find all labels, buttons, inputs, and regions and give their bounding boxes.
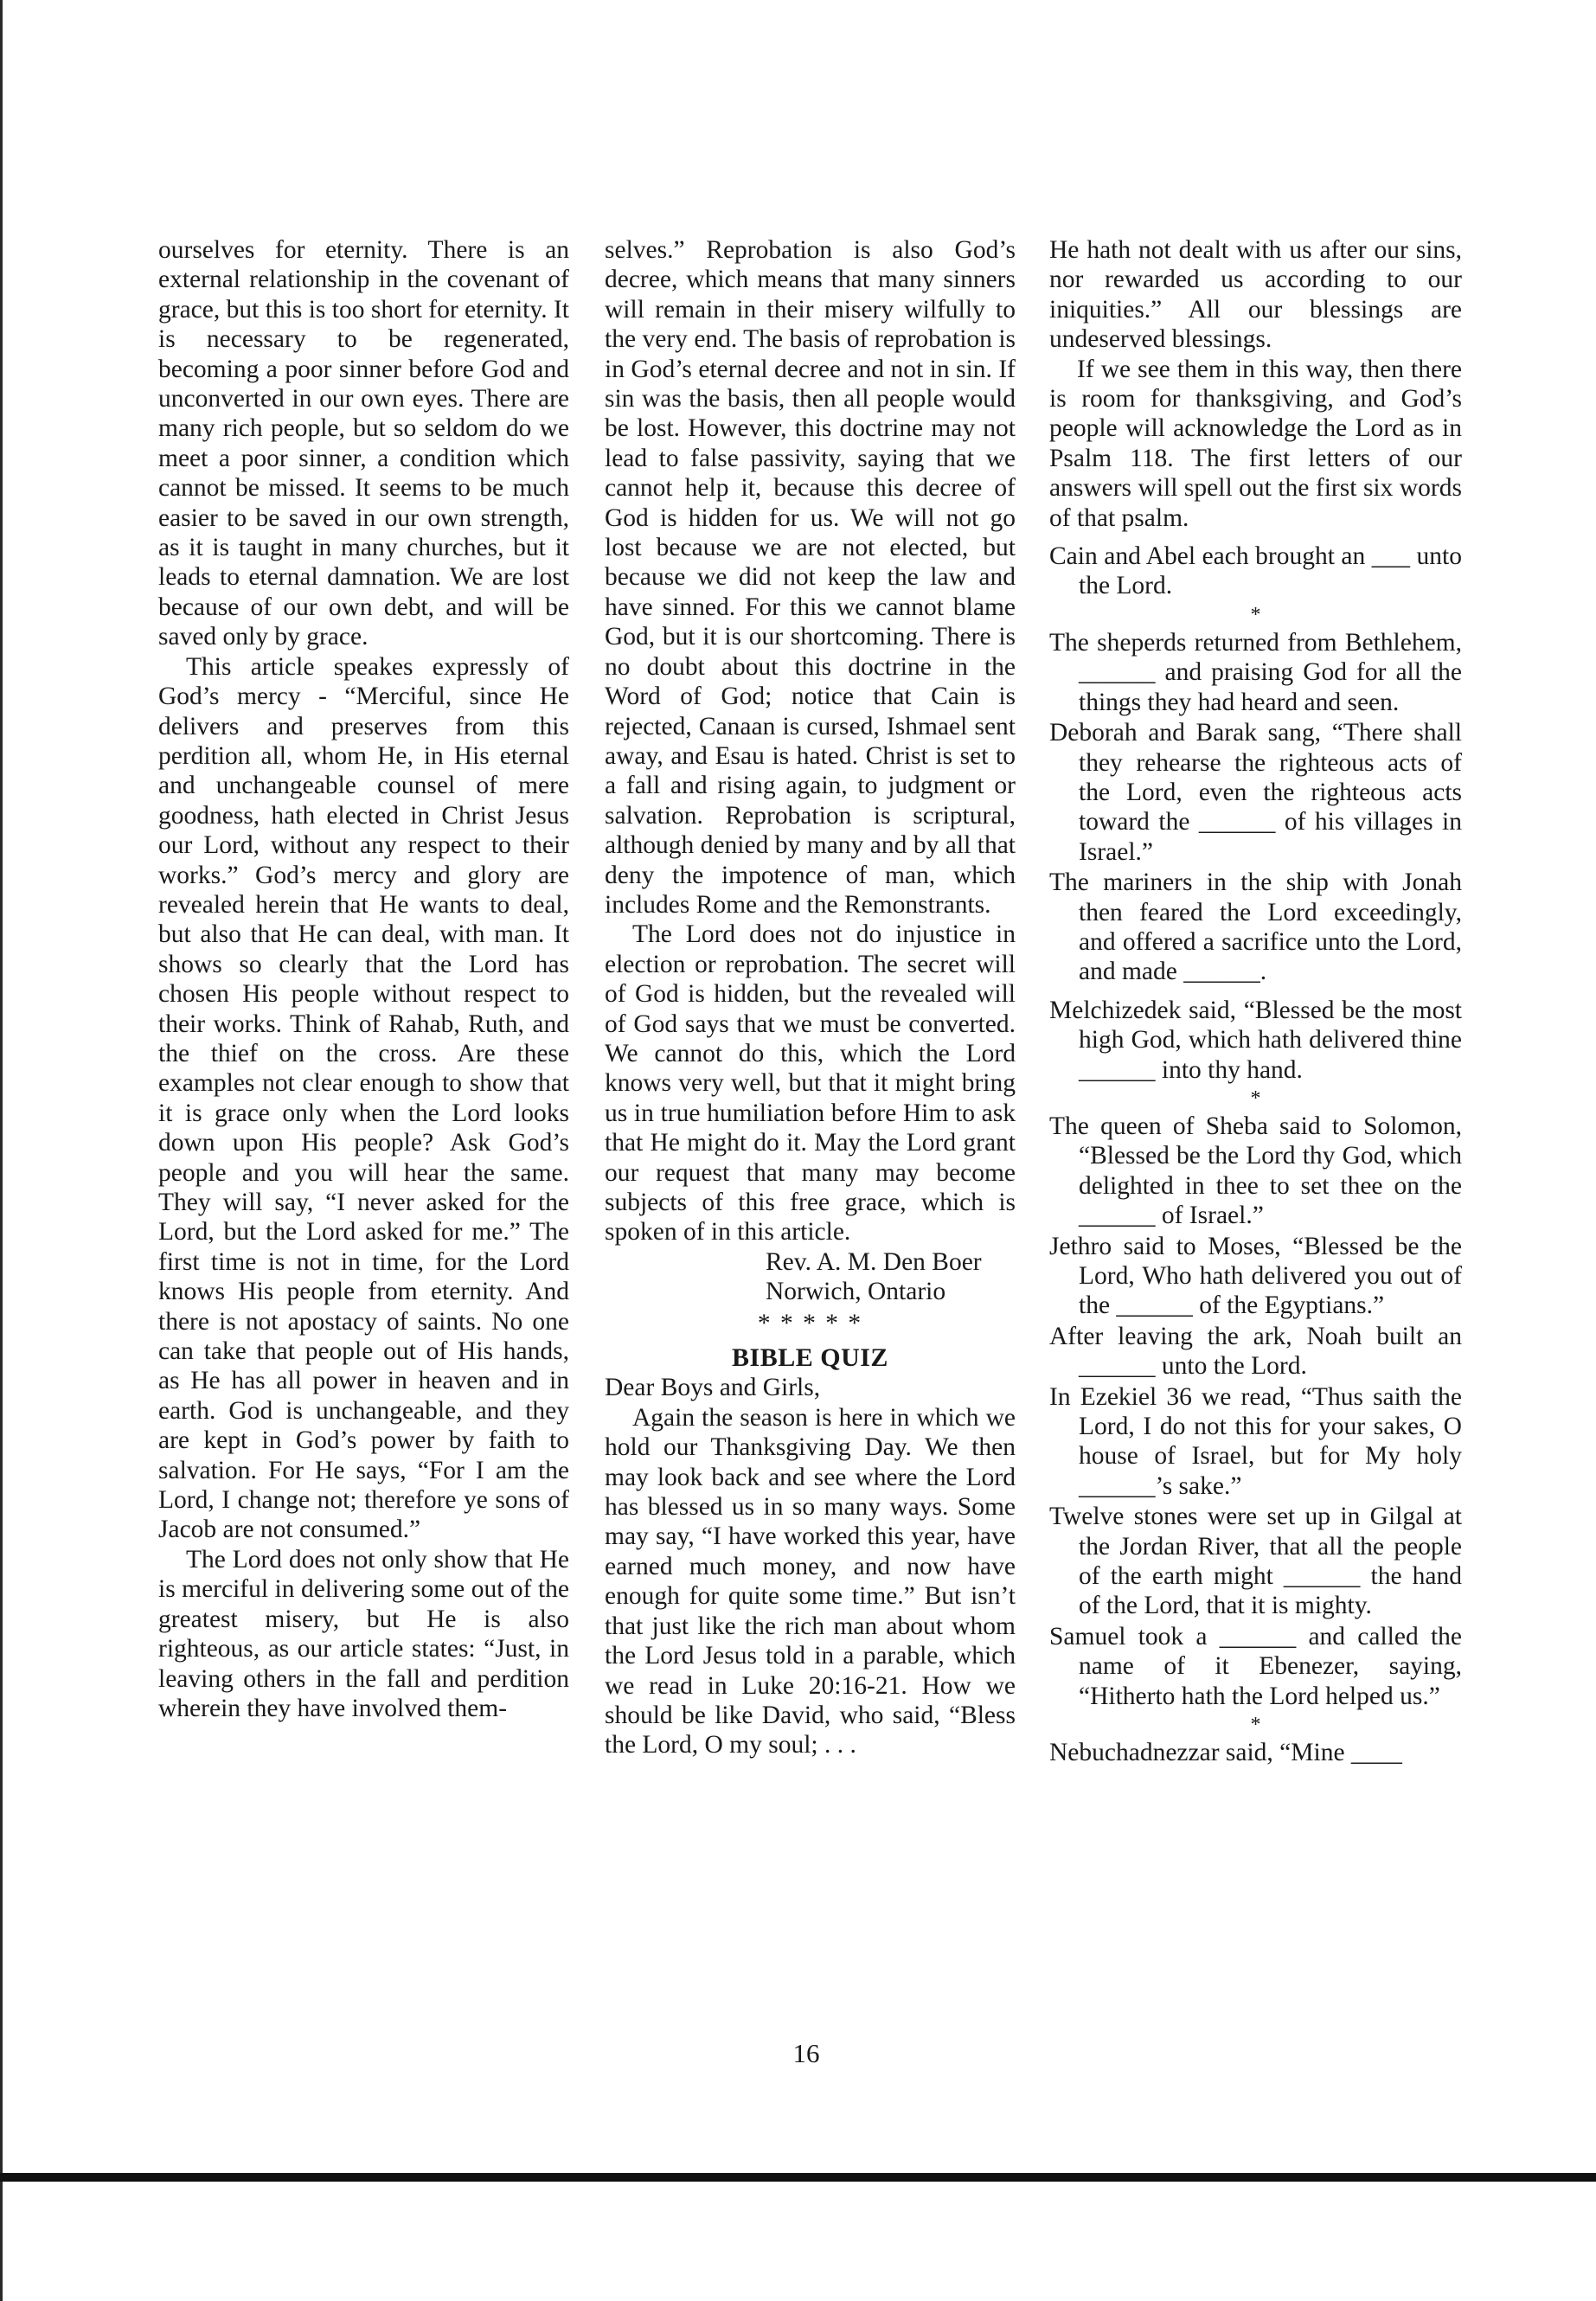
- quiz-heading: BIBLE QUIZ: [732, 1343, 888, 1373]
- asterisk-divider: *: [1250, 1086, 1261, 1110]
- quiz-question: In Ezekiel 36 we read, “Thus saith the Lord, I do not this for your sakes, O house of Israel, but for My holy ______’s sake.”: [1049, 1382, 1462, 1500]
- paragraph: Again the season is here in which we hold our Thanksgiving Day. We then may look back and see where the Lord has blessed us in so many ways. Some may say, “I have worked this year, have earned much money, and now have enough for quite some time.” But isn’t that just like the rich man about whom the Lord Jesus told in a parable, which we read in Luke 20:16-21. How we should be like David, who said, “Bless the Lord, O my soul; . . .: [605, 1403, 1016, 1759]
- quiz-question: Melchizedek said, “Blessed be the most high God, which hath delivered thine ______ into thy hand.: [1049, 996, 1462, 1084]
- text-column-1: [158, 235, 569, 1723]
- scan-bottom-edge: [0, 2173, 1596, 2182]
- paragraph: He hath not dealt with us after our sins, nor rewarded us according to our iniquities.” All our blessings are undeserved blessings.: [1049, 236, 1462, 354]
- section-divider: * * * * *: [757, 1309, 863, 1337]
- quiz-question: The sheperds returned from Bethlehem, ______ and praising God for all the things they had heard and seen.: [1049, 628, 1462, 716]
- text-column-2: [605, 235, 1016, 1760]
- quiz-question: Twelve stones were set up in Gilgal at the Jordan River, that all the people of the earth might ______ the hand of the Lord, that it is mighty.: [1049, 1503, 1462, 1620]
- paragraph: The Lord does not only show that He is merciful in delivering some out of the greatest misery, but He is also righteous, as our article states: “Just, in leaving others in the fall and perdition wherein they have involved them-: [158, 1545, 569, 1722]
- author-name: Rev. A. M. Den Boer: [766, 1247, 982, 1276]
- paragraph: This article speakes expressly of God’s mercy - “Merciful, since He delivers and preserves from this perdition all, whom He, in His eternal and unchangeable counsel of mere goodness, hath elected in Christ Jesus our Lord, without any respect to their works.” God’s mercy and glory are revealed herein that He wants to deal, but also that He can deal, with man. It shows so clearly that the Lord has chosen His people without respect to their works. Think of Rahab, Ruth, and the thief on the cross. Are these examples not clear enough to show that it is grace only when the Lord looks down upon His people? Ask God’s people and you will hear the same. They will say, “I never asked for the Lord, but the Lord asked for me.” The first time is not in time, for the Lord knows His people from eternity. And there is not apostacy of saints. No one can take that people out of His hands, as He has all power in heaven and in earth. God is unchangeable, and they are kept in God’s power by faith to salvation. For He says, “For I am the Lord, I change not; therefore ye sons of Jacob are not consumed.”: [158, 652, 569, 1544]
- text-column-3: [1049, 235, 1462, 1769]
- page-number: 16: [792, 2038, 820, 2068]
- quiz-question: Cain and Abel each brought an ___ unto the Lord.: [1049, 542, 1462, 600]
- paragraph: The Lord does not do injustice in election or reprobation. The secret will of God is hidden, but the revealed will of God says that we must be converted. We cannot do this, which the Lord knows very well, but that it might bring us in true humiliation before Him to ask that He might do it. May the Lord grant our request that many may become subjects of this free grace, which is spoken of in this article.: [605, 920, 1016, 1247]
- quiz-question: The queen of Sheba said to Solomon, “Blessed be the Lord thy God, which delighted in thee to set thee on the ______ of Israel.”: [1049, 1112, 1462, 1230]
- asterisk-divider: *: [1250, 603, 1261, 626]
- paragraph: If we see them in this way, then there is room for thanksgiving, and God’s people will acknowledge the Lord as in Psalm 118. The first letters of our answers will spell out the first six words of that psalm.: [1049, 355, 1462, 532]
- paragraph: selves.” Reprobation is also God’s decree, which means that many sinners will remain in their misery wilfully to the very end. The basis of reprobation is in God’s eternal decree and not in sin. If sin was the basis, then all people would be lost. However, this doctrine may not lead to false passivity, saying that we cannot help it, because this decree of God is hidden for us. We will not go lost because we are not elected, but because we did not keep the law and have sinned. For this we cannot blame God, but it is our shortcoming. There is no doubt about this doctrine in the Word of God; notice that Cain is rejected, Canaan is cursed, Ishmael sent away, and Esau is hated. Christ is set to a fall and rising again, to judgment or salvation. Reprobation is scriptural, although denied by many and by all that deny the impotence of man, which includes Rome and the Remonstrants.: [605, 236, 1016, 919]
- quiz-question: Nebuchadnezzar said, “Mine ____: [1049, 1739, 1402, 1767]
- salutation: Dear Boys and Girls,: [605, 1374, 821, 1402]
- scan-top-margin: [0, 0, 1596, 117]
- quiz-question: Deborah and Barak sang, “There shall they rehearse the righteous acts of the Lord, even the righteous acts toward the ______ of his villages in Israel.”: [1049, 719, 1462, 866]
- asterisk-divider: *: [1250, 1714, 1261, 1737]
- scan-left-edge: [0, 0, 3, 2301]
- quiz-question: After leaving the ark, Noah built an ______ unto the Lord.: [1049, 1322, 1462, 1381]
- author-location: Norwich, Ontario: [766, 1278, 946, 1306]
- quiz-question: Samuel took a ______ and called the name of it Ebenezer, saying, “Hitherto hath the Lord helped us.”: [1049, 1622, 1462, 1710]
- quiz-question: Jethro said to Moses, “Blessed be the Lord, Who hath delivered you out of the ______ of the Egyptians.”: [1049, 1232, 1462, 1320]
- quiz-question: The mariners in the ship with Jonah then feared the Lord exceedingly, and offered a sacrifice unto the Lord, and made ______.: [1049, 868, 1462, 986]
- paragraph: ourselves for eternity. There is an external relationship in the covenant of grace, but this is too short for eternity. It is necessary to be regenerated, becoming a poor sinner before God and unconverted in our own eyes. There are many rich people, but so seldom do we meet a poor sinner, a condition which cannot be missed. It seems to be much easier to be saved in our own strength, as it is taught in many churches, but it leads to eternal damnation. We are lost because of our own debt, and will be saved only by grace.: [158, 236, 569, 651]
